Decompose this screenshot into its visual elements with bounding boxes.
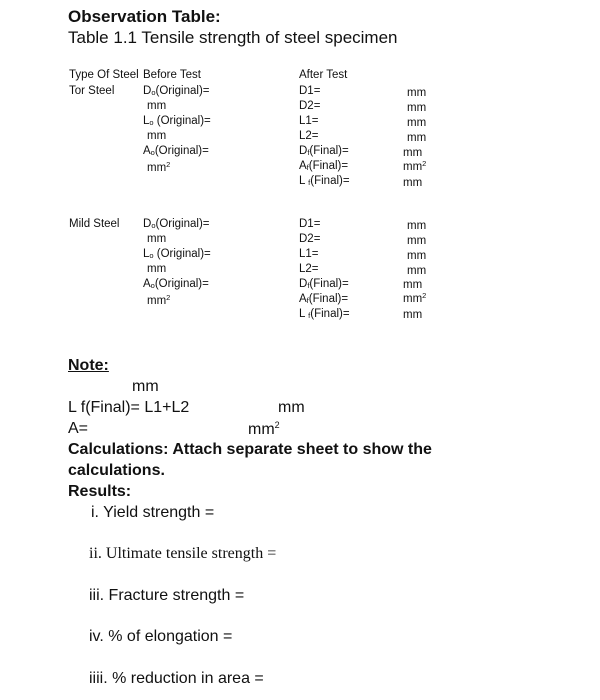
lf-unit: mm xyxy=(278,399,305,416)
steel-type: Mild Steel xyxy=(69,218,120,230)
result-reduction-in-area: iiii. % reduction in area = xyxy=(89,670,264,687)
unit-d2: mm xyxy=(407,235,427,247)
a0-unit: $mm^2$ xyxy=(147,293,171,307)
column-header-type: Type Of Steel xyxy=(69,69,139,81)
unit-d1: mm xyxy=(407,220,427,232)
after-d2: D2= xyxy=(299,100,321,112)
d0-original: $D_o(Original)=$ xyxy=(143,218,210,230)
page-title: Observation Table: xyxy=(68,7,221,26)
unit-l1: mm xyxy=(407,117,427,129)
area-unit: $mm^2$ xyxy=(248,420,280,438)
calculations-line-2: calculations. xyxy=(68,462,165,479)
after-df: $D_f(Final)=$ xyxy=(299,278,349,290)
after-lf: L $_f$(Final)= xyxy=(299,308,350,320)
unit-lf: mm xyxy=(403,309,423,321)
after-af: $A_f(Final)=$ xyxy=(299,160,349,172)
unit-lf: mm xyxy=(403,177,423,189)
d0-unit: mm xyxy=(147,233,167,245)
result-elongation: iv. % of elongation = xyxy=(89,628,233,645)
steel-type: Tor Steel xyxy=(69,85,115,97)
column-header-after: After Test xyxy=(299,69,348,81)
note-heading: Note: xyxy=(68,357,109,374)
l0-original: $L_o$ (Original)= xyxy=(143,115,211,127)
unit-af: $mm^2$ xyxy=(403,291,427,305)
after-af: $A_f(Final)=$ xyxy=(299,293,349,305)
a0-original: $A_o(Original)=$ xyxy=(143,145,209,157)
l0-unit: mm xyxy=(147,130,167,142)
unit-l2: mm xyxy=(407,132,427,144)
d0-original: $D_o(Original)=$ xyxy=(143,85,210,97)
unit-d1: mm xyxy=(407,87,427,99)
lf-formula: L f(Final)= L1+L2 xyxy=(68,399,190,416)
l0-unit: mm xyxy=(147,263,167,275)
results-heading: Results: xyxy=(68,483,132,500)
after-d1: D1= xyxy=(299,218,321,230)
unit-l2: mm xyxy=(407,265,427,277)
unit-d2: mm xyxy=(407,102,427,114)
result-yield-strength: i. Yield strength = xyxy=(91,504,215,521)
unit-l1: mm xyxy=(407,250,427,262)
a0-original: $A_o(Original)=$ xyxy=(143,278,209,290)
after-lf: L $_f$(Final)= xyxy=(299,175,350,187)
unit-df: mm xyxy=(403,279,423,291)
column-header-before: Before Test xyxy=(143,69,201,81)
after-df: $D_f(Final)=$ xyxy=(299,145,349,157)
after-l2: L2= xyxy=(299,263,319,275)
area-label: A= xyxy=(68,420,89,437)
table-caption: Table 1.1 Tensile strength of steel specimen xyxy=(68,28,398,47)
l0-original: $L_o$ (Original)= xyxy=(143,248,211,260)
after-d2: D2= xyxy=(299,233,321,245)
after-l1: L1= xyxy=(299,248,319,260)
calculations-line-1: Calculations: Attach separate sheet to show the xyxy=(68,441,432,458)
after-d1: D1= xyxy=(299,85,321,97)
after-l2: L2= xyxy=(299,130,319,142)
unit-af: $mm^2$ xyxy=(403,159,427,173)
after-l1: L1= xyxy=(299,115,319,127)
unit-df: mm xyxy=(403,147,423,159)
a0-unit: $mm^2$ xyxy=(147,160,171,174)
result-fracture-strength: iii. Fracture strength = xyxy=(89,587,245,604)
result-ultimate-tensile-strength: ii. Ultimate tensile strength = xyxy=(89,545,277,562)
note-mm: mm xyxy=(132,378,159,395)
d0-unit: mm xyxy=(147,100,167,112)
